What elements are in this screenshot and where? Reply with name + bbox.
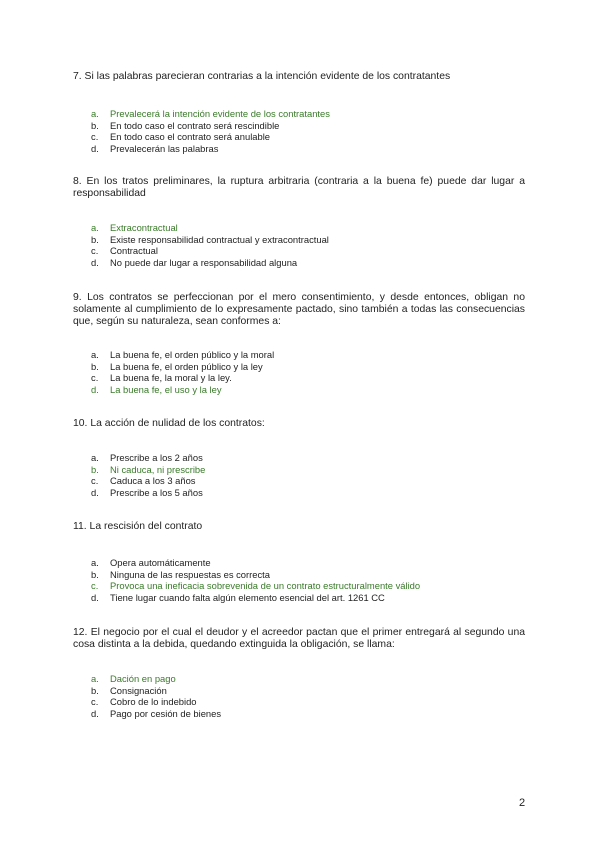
option-item xyxy=(91,557,420,569)
option-letter: c. xyxy=(91,696,99,708)
option-letter: c. xyxy=(91,372,99,384)
question-12-text: 12. El negocio por el cual el deudor y el acreedor pactan que el primer entregará al segundo una cosa distinta a la debida, quedando extinguida la obligación, se llama: xyxy=(73,627,525,650)
option-text: Prescribe a los 2 años xyxy=(110,452,203,463)
option-item xyxy=(91,143,330,155)
option-item xyxy=(91,673,221,685)
option-letter: c. xyxy=(91,475,99,487)
option-text: Existe responsabilidad contractual y extracontractual xyxy=(110,233,329,245)
option-letter: d. xyxy=(91,487,99,499)
option-item xyxy=(91,245,329,257)
option-item xyxy=(91,120,330,132)
option-item xyxy=(91,685,221,697)
page-number: 2 xyxy=(519,797,526,809)
option-letter: d. xyxy=(91,257,99,269)
option-text: La buena fe, el orden público y la moral xyxy=(110,349,275,360)
option-text: Prescribe a los 5 años xyxy=(110,487,203,499)
option-text: Ni caduca, ni prescribe xyxy=(110,463,206,475)
option-item xyxy=(91,569,420,581)
option-text: Contractual xyxy=(110,245,158,257)
option-text: La buena fe, el orden público y la ley xyxy=(110,360,263,372)
option-text: En todo caso el contrato será rescindible xyxy=(110,119,280,131)
option-text: Caduca a los 3 años xyxy=(110,475,196,487)
question-7-text: 7. Si las palabras parecieran contrarias a la intención evidente de los contratantes xyxy=(73,71,451,82)
option-letter: d. xyxy=(91,384,99,396)
option-letter: c. xyxy=(91,245,99,257)
option-item xyxy=(91,384,274,396)
option-letter: a. xyxy=(91,108,99,119)
option-letter: d. xyxy=(91,708,99,720)
option-letter: a. xyxy=(91,557,99,568)
option-text: Prevalecerá la intención evidente de los contratantes xyxy=(110,108,330,119)
option-letter: b. xyxy=(91,568,99,580)
question-8-options xyxy=(91,222,329,269)
option-item xyxy=(91,452,205,464)
option-item xyxy=(91,361,274,373)
option-text: Opera automáticamente xyxy=(110,557,211,568)
option-letter: d. xyxy=(91,143,99,155)
option-letter: b. xyxy=(91,463,99,475)
option-text: Dación en pago xyxy=(110,673,176,684)
question-10-text: 10. La acción de nulidad de los contratos: xyxy=(73,418,265,429)
option-letter: d. xyxy=(91,592,99,604)
option-text: Provoca una ineficacia sobrevenida de un contrato estructuralmente válido xyxy=(110,580,421,592)
question-8-text: 8. En los tratos preliminares, la ruptura arbitraria (contraria a la buena fe) puede dar lugar a responsabilidad xyxy=(73,176,525,199)
option-item xyxy=(91,108,330,120)
question-10-options xyxy=(91,452,205,499)
option-item xyxy=(91,708,221,720)
option-letter: c. xyxy=(91,131,99,143)
option-text: La buena fe, el uso y la ley xyxy=(110,384,222,396)
option-letter: b. xyxy=(91,119,99,131)
option-letter: a. xyxy=(91,222,99,233)
option-item xyxy=(91,580,420,592)
option-text: Prevalecerán las palabras xyxy=(110,143,219,155)
question-7-options xyxy=(91,108,330,155)
option-text: Extracontractual xyxy=(110,222,178,233)
option-text: La buena fe, la moral y la ley. xyxy=(110,372,232,384)
option-text: Pago por cesión de bienes xyxy=(110,708,222,720)
option-letter: b. xyxy=(91,233,99,245)
option-item xyxy=(91,464,205,476)
option-letter: a. xyxy=(91,349,99,360)
option-item xyxy=(91,131,330,143)
option-text: En todo caso el contrato será anulable xyxy=(110,131,271,143)
question-12-options xyxy=(91,673,221,720)
question-9-options xyxy=(91,349,274,396)
option-item xyxy=(91,487,205,499)
option-text: Cobro de lo indebido xyxy=(110,696,197,708)
option-text: No puede dar lugar a responsabilidad alguna xyxy=(110,257,298,269)
option-text: Tiene lugar cuando falta algún elemento esencial del art. 1261 CC xyxy=(110,592,385,604)
question-11-text: 11. La rescisión del contrato xyxy=(73,521,203,532)
option-item xyxy=(91,696,221,708)
option-letter: a. xyxy=(91,452,99,463)
option-item xyxy=(91,257,329,269)
question-11-options xyxy=(91,557,420,604)
option-item xyxy=(91,372,274,384)
option-item xyxy=(91,475,205,487)
option-letter: b. xyxy=(91,360,99,372)
option-letter: b. xyxy=(91,684,99,696)
option-letter: a. xyxy=(91,673,99,684)
option-item xyxy=(91,349,274,361)
question-9-text: 9. Los contratos se perfeccionan por el mero consentimiento, y desde entonces, obligan no solamente al cumplimiento de lo expresamente pactado, sino también a todas las consecuencias que, según su naturaleza, sean conformes a: xyxy=(73,292,525,327)
option-text: Consignación xyxy=(110,684,167,696)
option-text: Ninguna de las respuestas es correcta xyxy=(110,568,270,580)
option-letter: c. xyxy=(91,580,99,592)
option-item xyxy=(91,592,420,604)
option-item xyxy=(91,234,329,246)
option-item xyxy=(91,222,329,234)
